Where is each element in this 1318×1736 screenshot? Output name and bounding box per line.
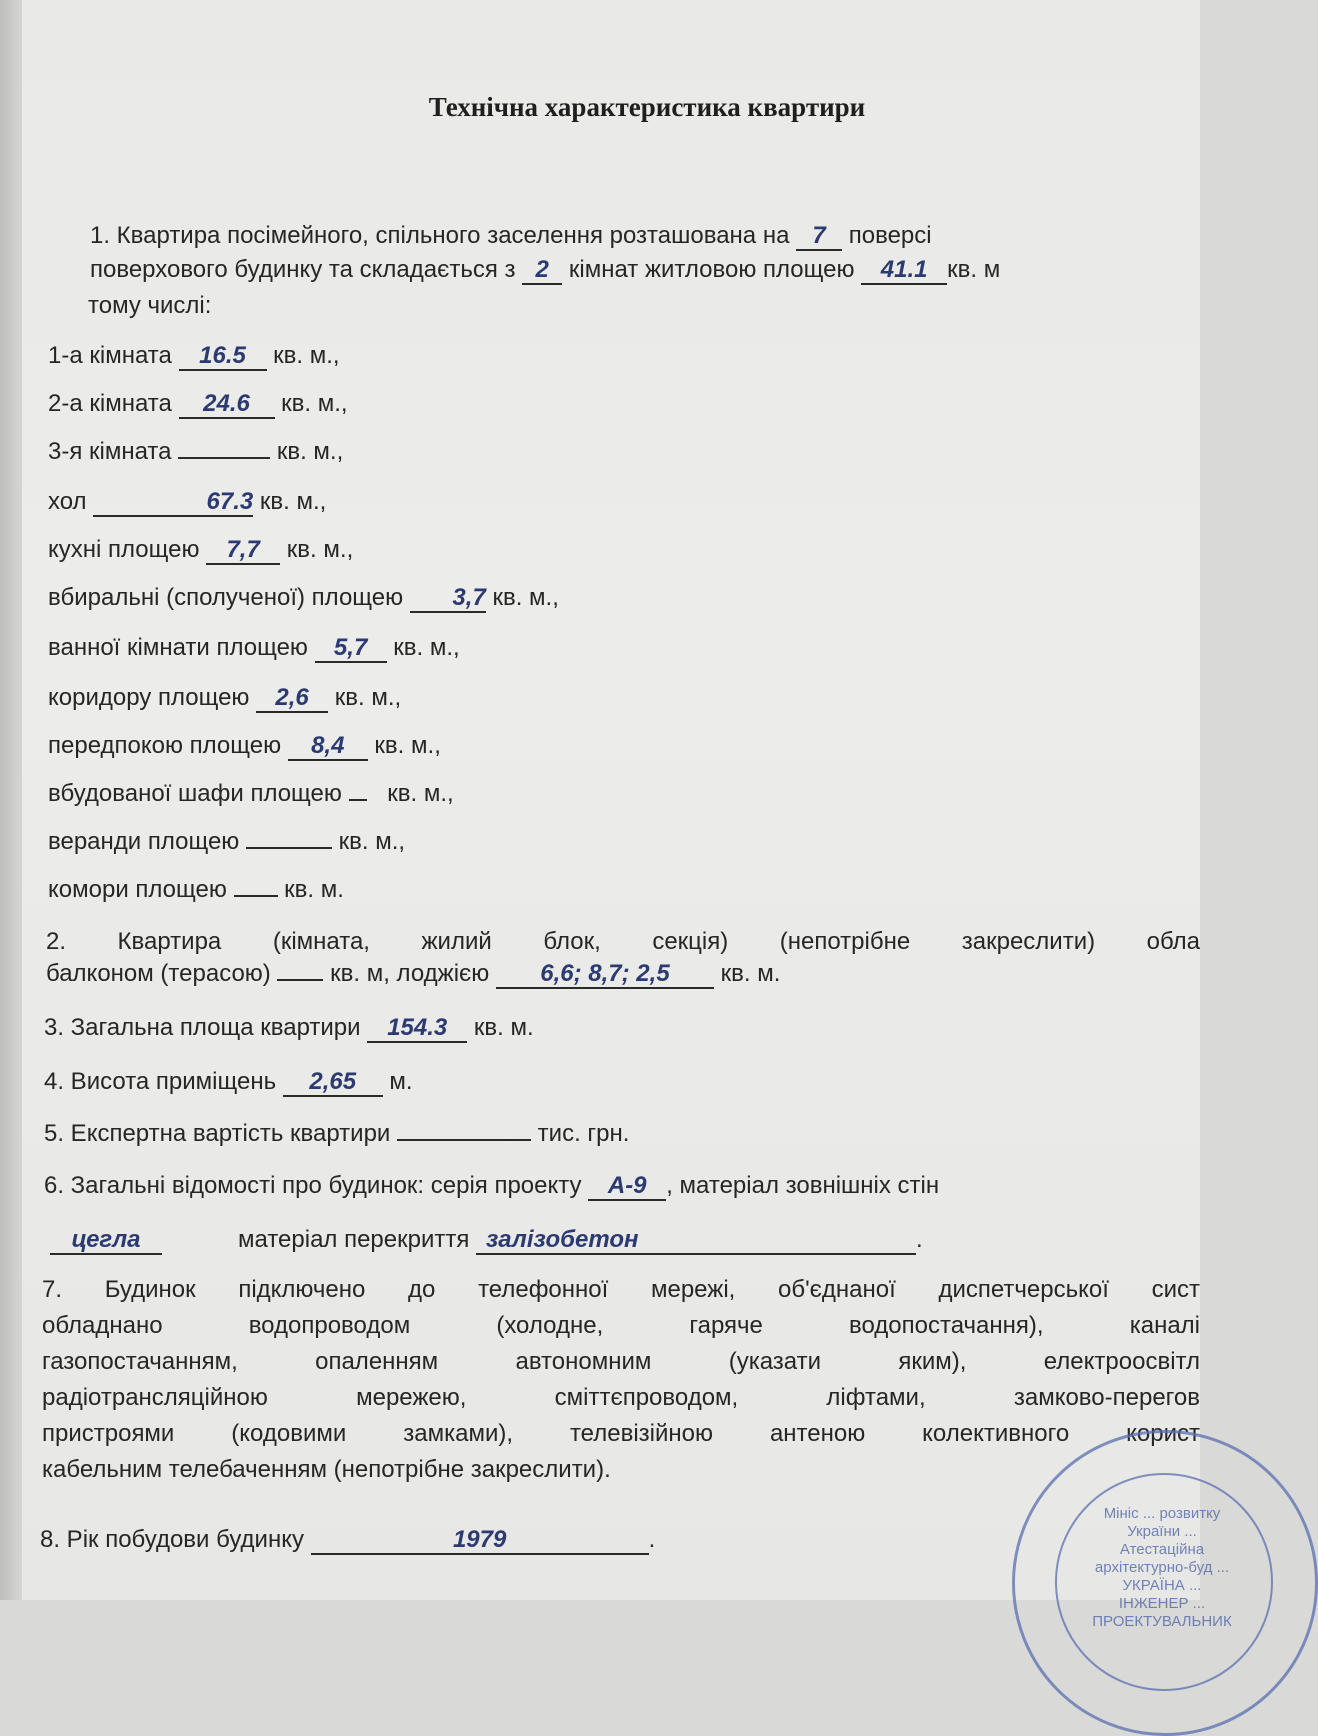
item2-line1: 2. Квартира (кімната, жилий блок, секція) (непотрібне закреслити) обла: [46, 928, 1200, 955]
living-area-value: 41.1: [861, 257, 947, 285]
rooms-value: 2: [522, 257, 562, 285]
stamp-text: Мініс ... розвитку України ... Атестаційна архітектурно-буд ... УКРАЇНА ... ІНЖЕНЕР ... ПРОЕКТУВАЛЬНИК: [1092, 1505, 1232, 1630]
row-room-3: 3-я кімната кв. м.,: [48, 438, 344, 465]
row-room-2: 2-а кімната 24.6 кв. м.,: [48, 390, 348, 417]
item3-total-area: 3. Загальна площа квартири 154.3 кв. м.: [44, 1014, 534, 1041]
row-toilet: вбиральні (сполученої) площею 3,7 кв. м.,: [48, 584, 559, 611]
series-value: А-9: [588, 1173, 666, 1201]
document-page: [22, 0, 1232, 1630]
item7-line2: обладнано водопроводом (холодне, гаряче водопостачання), каналі: [42, 1312, 1200, 1339]
document-title: Технічна характеристика квартири: [428, 92, 866, 122]
row-hall: хол 67.3 кв. м.,: [48, 488, 327, 515]
item1-line1: 1. Квартира посімейного, спільного заселення розташована на 7 поверсі: [90, 222, 932, 249]
item7-line3: газопостачанням, опаленням автономним (указати яким), електроосвітл: [42, 1348, 1200, 1375]
row-veranda: веранди площею кв. м.,: [48, 828, 406, 855]
item5-value: 5. Експертна вартість квартири тис. грн.: [44, 1120, 630, 1147]
row-wardrobe: вбудованої шафи площею кв. м.,: [48, 780, 454, 807]
item7-line1: 7. Будинок підключено до телефонної мережі, об'єднаної диспетчерської сист: [42, 1276, 1200, 1303]
item7-line4: радіотрансляційною мережею, сміттєпроводом, ліфтами, замково-перегов: [42, 1384, 1200, 1411]
row-corridor: коридору площею 2,6 кв. м.,: [48, 684, 402, 711]
item6-line2: цегла матеріал перекриття залізобетон .: [50, 1226, 923, 1255]
item7-line5: пристроями (кодовими замками), телевізійною антеною колективного корист: [42, 1420, 1200, 1447]
floor-material-value: залізобетон: [476, 1227, 916, 1255]
item6-line1: 6. Загальні відомості про будинок: серія проекту А-9 , матеріал зовнішніх стін: [44, 1172, 940, 1199]
balcony-value: [277, 979, 323, 981]
item7-line6: кабельним телебаченням (непотрібне закреслити).: [42, 1456, 611, 1483]
row-room-1: 1-а кімната 16.5 кв. м.,: [48, 342, 340, 369]
official-stamp: [1012, 1430, 1318, 1736]
wall-material-value: цегла: [50, 1227, 162, 1255]
row-hallway: передпокою площею 8,4 кв. м.,: [48, 732, 441, 759]
floor-value: 7: [796, 223, 842, 251]
item2-line2: балконом (терасою) кв. м, лоджією 6,6; 8,7; 2,5 кв. м.: [46, 960, 781, 987]
item8-year: 8. Рік побудови будинку 1979 .: [40, 1526, 656, 1553]
row-kitchen: кухні площею 7,7 кв. м.,: [48, 536, 354, 563]
row-bathroom: ванної кімнати площею 5,7 кв. м.,: [48, 634, 460, 661]
item1-line3: тому числі:: [88, 292, 212, 319]
item1-line2: поверхового будинку та складається з 2 кімнат житловою площею 41.1 кв. м: [90, 256, 1001, 283]
row-storeroom: комори площею кв. м.: [48, 876, 344, 903]
loggia-value: 6,6; 8,7; 2,5: [496, 961, 714, 989]
item4-height: 4. Висота приміщень 2,65 м.: [44, 1068, 413, 1095]
